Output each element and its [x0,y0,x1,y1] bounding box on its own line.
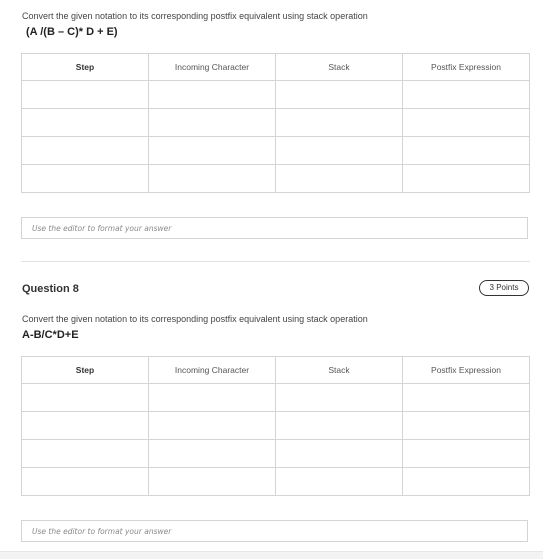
table-cell[interactable] [22,468,149,496]
header-stack: Stack [276,54,403,81]
table-cell[interactable] [22,165,149,193]
table-header-row [22,357,530,384]
table-row [22,468,530,496]
header-step: Step [22,357,149,384]
table-cell[interactable] [403,440,530,468]
table-cell[interactable] [403,384,530,412]
header-step: Step [22,54,149,81]
question-8-prompt: Convert the given notation to its corresponding postfix equivalent using stack operation [22,314,368,324]
table-cell[interactable] [276,137,403,165]
table-cell[interactable] [22,109,149,137]
table-cell[interactable] [276,440,403,468]
table-cell[interactable] [276,384,403,412]
header-incoming-character: Incoming Character [149,357,276,384]
question-7-answer-table [21,53,530,193]
table-cell[interactable] [276,468,403,496]
table-row [22,81,530,109]
table-cell[interactable] [149,81,276,109]
table-row [22,109,530,137]
table-cell[interactable] [149,165,276,193]
question-divider [21,261,530,262]
question-8-answer-editor[interactable]: Use the editor to format your answer [21,520,528,542]
table-cell[interactable] [149,468,276,496]
question-7-answer-editor[interactable]: Use the editor to format your answer [21,217,528,239]
table-row [22,384,530,412]
table-cell[interactable] [276,81,403,109]
table-cell[interactable] [403,468,530,496]
table-cell[interactable] [403,412,530,440]
table-row [22,165,530,193]
table-cell[interactable] [403,81,530,109]
header-stack: Stack [276,357,403,384]
table-row [22,412,530,440]
table-cell[interactable] [403,109,530,137]
points-badge: 3 Points [479,280,529,296]
question-8-title: Question 8 [22,283,79,295]
table-cell[interactable] [149,384,276,412]
header-postfix-expression: Postfix Expression [403,54,530,81]
table-cell[interactable] [276,165,403,193]
question-7-expression: (A /(B – C)* D + E) [26,26,118,38]
table-header-row [22,54,530,81]
table-cell[interactable] [22,440,149,468]
table-cell[interactable] [403,137,530,165]
table-cell[interactable] [22,412,149,440]
table-row [22,137,530,165]
table-cell[interactable] [149,440,276,468]
question-8-expression: A-B/C*D+E [22,329,79,341]
table-row [22,440,530,468]
table-cell[interactable] [149,109,276,137]
table-cell[interactable] [22,137,149,165]
table-cell[interactable] [22,384,149,412]
question-7-prompt: Convert the given notation to its corresponding postfix equivalent using stack operation [22,11,368,21]
table-cell[interactable] [403,165,530,193]
table-cell[interactable] [149,137,276,165]
question-8-answer-table [21,356,530,496]
header-incoming-character: Incoming Character [149,54,276,81]
table-cell[interactable] [276,412,403,440]
table-cell[interactable] [149,412,276,440]
table-cell[interactable] [22,81,149,109]
header-postfix-expression: Postfix Expression [403,357,530,384]
table-cell[interactable] [276,109,403,137]
